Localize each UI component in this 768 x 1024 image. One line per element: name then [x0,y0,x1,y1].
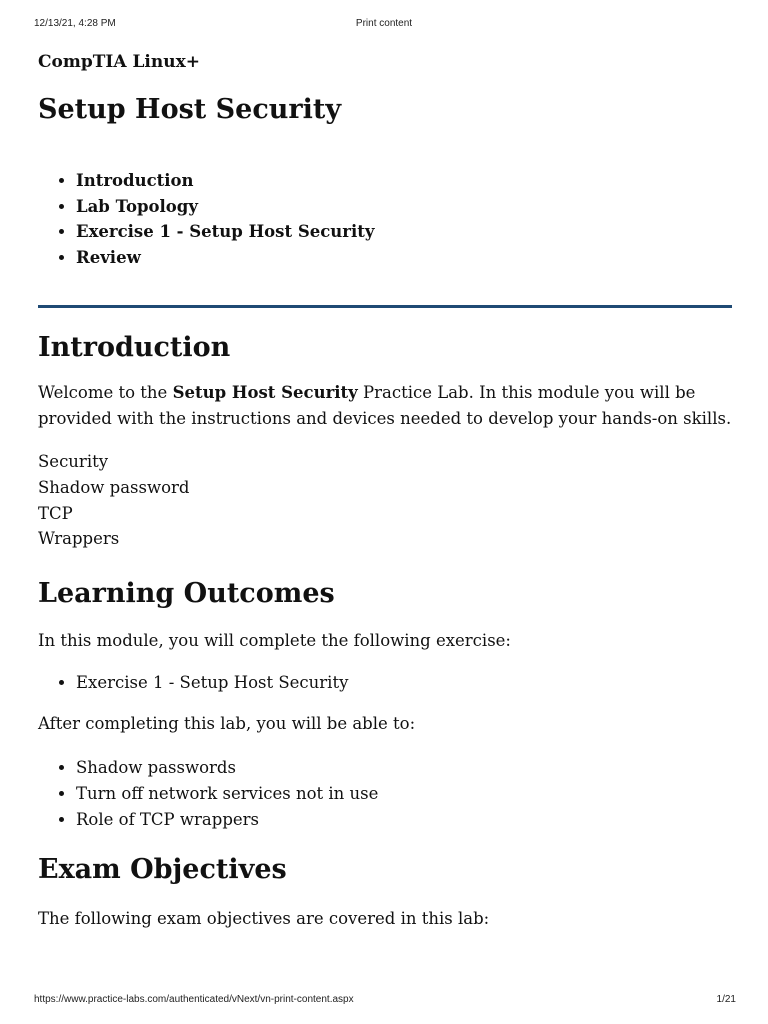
skill-item: • Role of TCP wrappers [76,807,732,833]
print-url: https://www.practice-labs.com/authenticated/vNext/vn-print-content.aspx [34,994,354,1005]
document-content [38,50,732,932]
topic-item: TCP [38,503,73,523]
print-datetime: 12/13/21, 4:28 PM [34,18,116,29]
topic-item: Security [38,452,109,472]
section-divider [38,305,732,308]
toc-item-exercise-1[interactable]: • Exercise 1 - Setup Host Security [76,219,732,245]
course-title: CompTIA Linux+ [38,52,200,72]
learning-outcomes-intro: In this module, you will complete the following exercise: [38,631,511,651]
topic-item: Shadow password [38,477,190,497]
exercise-item: • Exercise 1 - Setup Host Security [76,670,732,696]
introduction-paragraph [38,380,732,431]
skill-item: • Turn off network services not in use [76,781,732,807]
introduction-heading: Introduction [38,331,231,363]
learning-outcomes-heading: Learning Outcomes [38,578,335,610]
exam-objectives-intro: The following exam objectives are covered in this lab: [38,909,490,929]
intro-text-before: Welcome to the [38,382,173,402]
page-title: Setup Host Security [38,94,342,125]
exercise-list [38,670,732,696]
print-header [0,18,768,32]
exam-objectives-heading: Exam Objectives [38,854,287,886]
print-title: Print content [355,18,413,29]
toc-item-introduction[interactable]: • Introduction [76,168,732,194]
intro-text-after: Practice Lab. In this module you will be provided with the instructions and devices needed to develop your hands-on skills. [38,382,732,428]
toc-item-review[interactable]: • Review [76,245,732,271]
skills-list [38,755,732,832]
table-of-contents [38,168,732,271]
skill-item: • Shadow passwords [76,755,732,781]
topic-item: Wrappers [38,529,120,549]
print-footer [0,994,768,1008]
learning-outcomes-after: After completing this lab, you will be able to: [38,714,416,734]
page-number: 1/21 [716,994,736,1005]
intro-lab-name: Setup Host Security [172,382,358,402]
toc-item-lab-topology[interactable]: • Lab Topology [76,194,732,220]
topic-list [38,449,732,552]
